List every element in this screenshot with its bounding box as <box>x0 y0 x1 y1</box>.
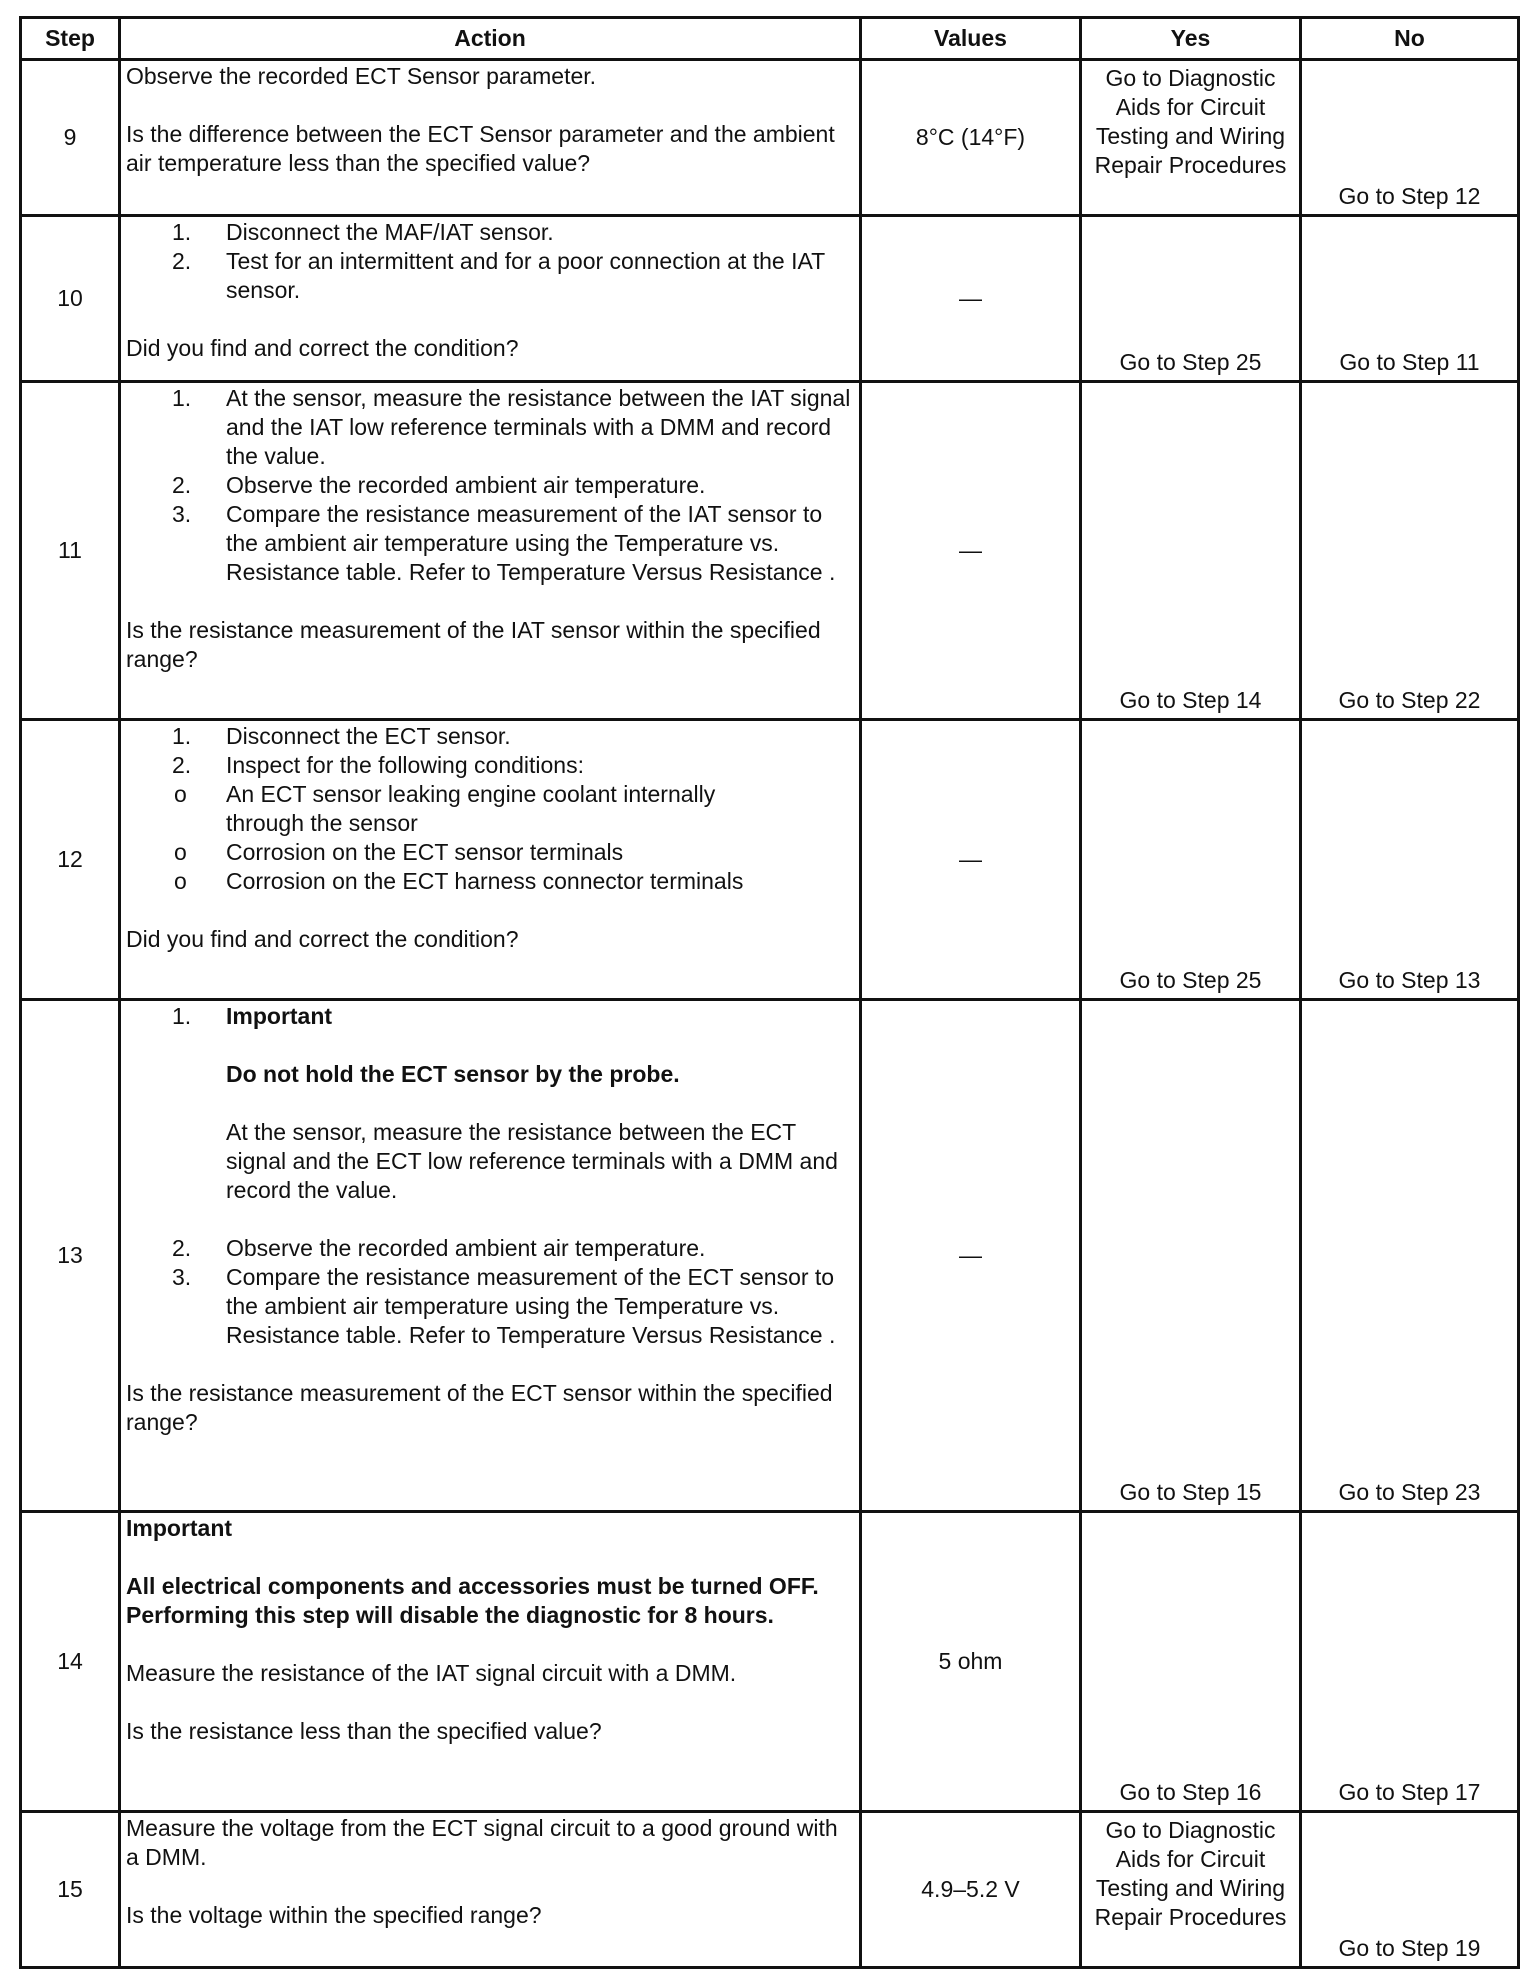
action-question: Is the voltage within the specified range? <box>126 1902 542 1928</box>
numbered-list <box>126 722 855 896</box>
list-item: 1. Disconnect the MAF/IAT sensor. <box>172 219 554 245</box>
action-question: Is the difference between the ECT Sensor parameter and the ambient air temperature less than the specified value? <box>126 121 835 176</box>
step-number: 13 <box>21 1000 120 1512</box>
step-number: 12 <box>21 720 120 1000</box>
yes-link[interactable]: Go to Step 15 <box>1081 1000 1301 1512</box>
list-item: 1. Important Do not hold the ECT sensor by the probe. At the sensor, measure the resistance between the ECT signal and the ECT low reference terminals with a DMM and record the value. <box>126 1002 855 1234</box>
values-cell: — <box>861 382 1081 720</box>
step-number: 11 <box>21 382 120 720</box>
table-row-step-9 <box>21 60 1519 216</box>
header-step: Step <box>21 18 120 60</box>
step-number: 14 <box>21 1512 120 1812</box>
list-item: 2. Observe the recorded ambient air temperature. <box>172 472 706 498</box>
action-cell <box>120 1512 861 1812</box>
table-row-step-13 <box>21 1000 1519 1512</box>
header-yes: Yes <box>1081 18 1301 60</box>
header-values: Values <box>861 18 1081 60</box>
table-row-step-15 <box>21 1812 1519 1968</box>
header-no: No <box>1301 18 1519 60</box>
list-item: 2. Test for an intermittent and for a poor connection at the IAT sensor. <box>172 248 825 303</box>
action-question: Is the resistance less than the specified value? <box>126 1718 602 1744</box>
values-cell: — <box>861 216 1081 382</box>
yes-link[interactable]: Go to Diagnostic Aids for Circuit Testing and Wiring Repair Procedures <box>1081 60 1301 216</box>
action-instruction: Measure the voltage from the ECT signal circuit to a good ground with a DMM. <box>126 1815 838 1870</box>
bullet-item: o Corrosion on the ECT harness connector terminals <box>174 868 744 894</box>
bullet-list <box>126 780 855 896</box>
values-cell: 8°C (14°F) <box>861 60 1081 216</box>
values-cell: — <box>861 1000 1081 1512</box>
table-row-step-12 <box>21 720 1519 1000</box>
table-row-step-10 <box>21 216 1519 382</box>
values-cell: 4.9–5.2 V <box>861 1812 1081 1968</box>
no-link[interactable]: Go to Step 17 <box>1301 1512 1519 1812</box>
list-item: 1. At the sensor, measure the resistance between the IAT signal and the IAT low reference terminals with a DMM and record the value. <box>172 385 851 469</box>
values-cell: 5 ohm <box>861 1512 1081 1812</box>
bullet-item: o An ECT sensor leaking engine coolant internally through the sensor <box>174 781 716 836</box>
numbered-list <box>126 218 855 305</box>
values-cell: — <box>861 720 1081 1000</box>
list-item: 2. Observe the recorded ambient air temperature. <box>172 1235 706 1261</box>
action-cell <box>120 382 861 720</box>
action-question: Is the resistance measurement of the ECT sensor within the specified range? <box>126 1380 833 1435</box>
important-label: Important <box>126 1515 233 1541</box>
action-question: Did you find and correct the condition? <box>126 926 519 952</box>
table-row-step-11 <box>21 382 1519 720</box>
yes-link[interactable]: Go to Step 25 <box>1081 720 1301 1000</box>
yes-link[interactable]: Go to Step 25 <box>1081 216 1301 382</box>
action-question: Is the resistance measurement of the IAT sensor within the specified range? <box>126 617 821 672</box>
action-question: Did you find and correct the condition? <box>126 335 519 361</box>
numbered-list <box>126 384 855 587</box>
header-action: Action <box>120 18 861 60</box>
step-number: 15 <box>21 1812 120 1968</box>
bullet-item: o Corrosion on the ECT sensor terminals <box>174 839 624 865</box>
no-link[interactable]: Go to Step 11 <box>1301 216 1519 382</box>
step-number: 10 <box>21 216 120 382</box>
no-link[interactable]: Go to Step 19 <box>1301 1812 1519 1968</box>
header-row <box>21 18 1519 60</box>
action-cell <box>120 720 861 1000</box>
action-cell <box>120 1812 861 1968</box>
no-link[interactable]: Go to Step 23 <box>1301 1000 1519 1512</box>
action-cell <box>120 216 861 382</box>
important-warning: Do not hold the ECT sensor by the probe. <box>226 1061 680 1087</box>
important-label: Important <box>226 1003 333 1029</box>
step-number: 9 <box>21 60 120 216</box>
important-warning: All electrical components and accessories must be turned OFF. Performing this step will disable the diagnostic for 8 hours. <box>126 1573 819 1628</box>
numbered-list <box>126 1002 855 1350</box>
action-instruction: Observe the recorded ECT Sensor parameter. <box>126 63 597 89</box>
list-item: 3. Compare the resistance measurement of the ECT sensor to the ambient air temperature using the Temperature vs. Resistance table. Refer to Temperature Versus Resistance . <box>172 1264 836 1348</box>
yes-link[interactable]: Go to Step 14 <box>1081 382 1301 720</box>
action-cell <box>120 60 861 216</box>
list-item: 1. Disconnect the ECT sensor. <box>172 723 511 749</box>
yes-link[interactable]: Go to Diagnostic Aids for Circuit Testing and Wiring Repair Procedures <box>1081 1812 1301 1968</box>
action-cell <box>120 1000 861 1512</box>
no-link[interactable]: Go to Step 13 <box>1301 720 1519 1000</box>
list-item: 3. Compare the resistance measurement of the IAT sensor to the ambient air temperature using the Temperature vs. Resistance table. Refer to Temperature Versus Resistance . <box>172 501 836 585</box>
no-link[interactable]: Go to Step 22 <box>1301 382 1519 720</box>
table-row-step-14 <box>21 1512 1519 1812</box>
list-item: 2. Inspect for the following conditions: o An ECT sensor leaking engine coolant internally through the sensor o Corrosion on the ECT sensor terminals o Corrosion on the ECT harness connector terminals <box>126 751 855 896</box>
no-link[interactable]: Go to Step 12 <box>1301 60 1519 216</box>
yes-link[interactable]: Go to Step 16 <box>1081 1512 1301 1812</box>
diagnostic-table <box>19 16 1520 1969</box>
action-instruction: Measure the resistance of the IAT signal circuit with a DMM. <box>126 1660 737 1686</box>
